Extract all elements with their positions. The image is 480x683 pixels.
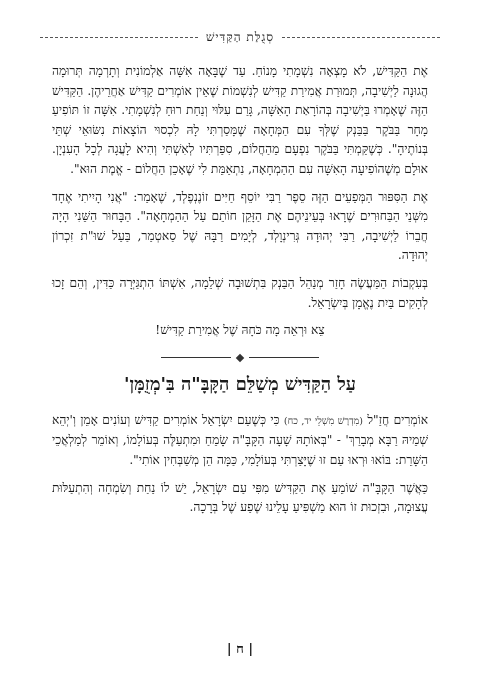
section-paragraph-1 (52, 411, 428, 471)
running-header (40, 30, 440, 45)
section-paragraph-2: כַּאֲשֶׁר הַקָּבָּ"ה שׁוֹמֵעַ אֶת הַקַּדִּישׁ מִפִּי עַם יִשְׂרָאֵל, יֵשׁ לוֹ נַחַת וְשִׂמְחָה וְהִתְעַלּוּת עֲצוּמָה, וּבִזְכוּת זוֹ הוּא מַשְׁפִּיעַ עָלֵינוּ שֶׁפַע שֶׁל בְּרָכָה. (52, 480, 428, 515)
header-rule-right (282, 37, 440, 38)
section-paragraph-1-start: אוֹמְרִים חֲזַ"ל (367, 412, 429, 427)
paragraph-1: אֶת הַקַּדִּישׁ, לֹא מָצְאָה נִשְׁמָתִי מָנוֹחַ. עַד שֶׁבָּאָה אִשָּׁה אַלְמוֹנִית וְתָרְמָה תְּרוּמָה הֲגוּנָה לַיְשִׁיבָה, תְּמוּרַת אֲמִירַת קַדִּישׁ לְנִשְׁמוֹת שֶׁאֵין אוֹמְרִים קַדִּישׁ אַחֲרֵיהֶן. הַקַּדִּישׁ הַזֶּה שֶׁאָמְרוּ בַּיְשִׁיבָה בְּהוֹרָאַת הָאִשָּׁה, גָּרַם עִלּוּי וְנַחַת רוּחַ לְנִשְׁמָתִי. אִשָּׁה זוֹ תּוֹפִיעַ מָחָר בַּבֹּקֶר בַּבַּנְק שֶׁלְּךָ עִם הַמְּחָאָה שֶׁמָּסַרְתִּי לָהּ לִכְסוּי הוֹצָאוֹת נִשּׂוּאֵי שְׁתֵּי בְּנוֹתֶיהָ". כְּשֶׁקַּמְתִּי בַּבֹּקֶר נִפְעָם מֵהַחֲלוֹם, סִפַּרְתִּיו לְאִשְׁתִּי וְהִיא לָעֲגָה לְכָל הָעִנְיָן. אוּלָם מְשֶׁהוֹפִיעָה הָאִשָּׁה עִם הַהַמְחָאָה, נִתְאַמֵּת לִי שֶׁאָכֵן הַחֲלוֹם - אֱמֶת הוּא". (52, 64, 428, 176)
section-heading: עַל הַקַּדִּישׁ מְשַׁלֵּם הַקָּבָּ"ה בִּ'מְזֻמָּן' (124, 373, 356, 395)
closing-line: צֵא וּרְאֵה מָה כֹּחָהּ שֶׁל אֲמִירַת קַדִּישׁ! (155, 323, 325, 338)
ornament-line-right (249, 357, 319, 358)
paragraph-3: בְּעִקְבוֹת הַמַּעֲשֶׂה חָזַר מְנַהֵל הַבַּנְק בִּתְשׁוּבָה שְׁלֵמָה, אִשְׁתּוֹ הִתְגַּיְּרָה כַּדִּין, וְהֵם זָכוּ לְהָקִים בַּיִת נֶאֱמָן בְּיִשְׂרָאֵל. (52, 275, 428, 310)
ornament-diamond-icon (236, 353, 244, 361)
paragraph-2: אֶת הַסִּפּוּר הַמְּפַעֵים הַזֶּה סֵפֶר רַבִּי יוֹסֵף חַיִּים זוֹנֶנְפֶלְד, שֶׁאָמַר: "אֲנִי הָיִיתִי אֶחָד מִשְּׁנֵי הַבַּחוּרִים שֶׁרָאוּ בְּעֵינֵיהֶם אֶת הַזָּקֵן חוֹתֵם עַל הַהַמְחָאָה". הַבָּחוּר הַשֵּׁנִי הָיָה חֲבֵרוֹ לַיְשִׁיבָה, רַבִּי יְהוּדָה גְּרִינְוָלְד, לְיָמִים רַבָּהּ שֶׁל סַאטְמַר, בַּעַל שׁוּ"ת זִכְרוֹן יְהוּדָה. (52, 189, 428, 263)
running-header-title: סְגֻלַּת הַקַּדִּישׁ (205, 30, 275, 44)
body-text (52, 62, 428, 526)
section-divider-ornament (52, 355, 428, 361)
header-rule-left (40, 37, 198, 38)
page-number: | ח | (226, 642, 254, 657)
ornament-line-left (161, 357, 231, 358)
section-paragraph-1-rest: כִּי כְּשֶׁעַם יִשְׂרָאֵל אוֹמְרִים קַדִּישׁ וְעוֹנִים אָמֵן וְ'יְהֵא שְׁמֵיהּ רַבָּא מְבָרַךְ' - "בְּאוֹתָהּ שָׁעָה הַקָּבָּ"ה שָׂמֵחַ וּמִתְעַלֶּה בְּעוֹלָמוֹ, וְאוֹמֵר לְמַלְאֲכֵי הַשָּׁרֵת: בּוֹאוּ וּרְאוּ עַם זוּ שֶׁיָּצַרְתִּי בְּעוֹלָמִי, כַּמָּה הֵן מְשַׁבְּחִין אוֹתִי". (52, 412, 428, 467)
source-reference: (מִדְרָשׁ מִשְׁלֵי יד, כח) (283, 415, 363, 427)
